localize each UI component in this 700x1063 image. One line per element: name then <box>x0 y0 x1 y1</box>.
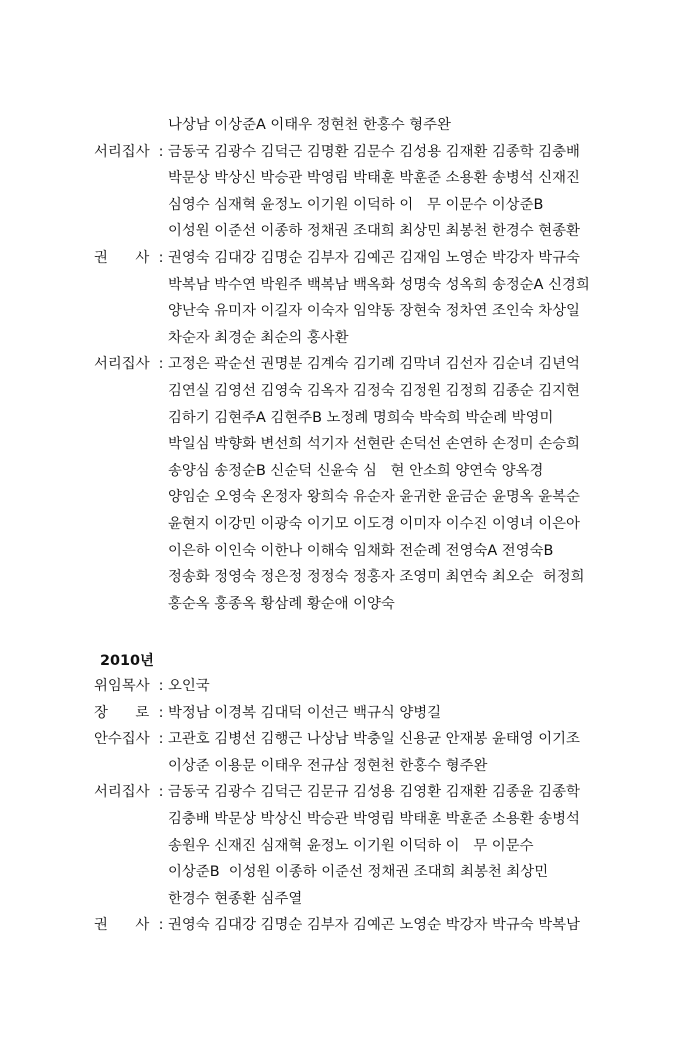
role-colon: : <box>158 356 164 373</box>
member-names: 송원우 신재진 심재혁 윤정노 이기원 이덕하 이 무 이문수 <box>168 837 534 854</box>
member-names: 이상준B 이성원 이종하 이준선 정채권 조대희 최봉천 최상민 <box>168 864 549 881</box>
member-names: 송양심 송정순B 신순덕 신윤숙 심 현 안소희 양연숙 양옥경 <box>168 462 544 479</box>
member-names: 이은하 이인숙 이한나 이해숙 임채화 전순례 전영숙A 전영숙B <box>168 542 554 559</box>
member-names: 김충배 박문상 박상신 박승관 박영림 박태훈 박훈준 소용환 송병석 <box>168 811 580 827</box>
member-names: 차순자 최경순 최순의 홍사환 <box>168 329 349 346</box>
role-label: 서리집사 <box>94 356 150 373</box>
roster-line <box>0 218 700 244</box>
roster-line <box>0 298 700 324</box>
member-names: 홍순옥 홍종옥 황삼례 황순애 이양숙 <box>168 595 395 612</box>
roster-line <box>0 833 700 859</box>
role-label: 서리집사 <box>94 784 150 801</box>
member-names: 양임순 오영숙 온정자 왕희숙 유순자 윤귀한 윤금순 윤명옥 윤복순 <box>168 489 580 506</box>
roster-line <box>0 165 700 191</box>
roster-line <box>0 511 700 537</box>
role-colon: : <box>158 784 164 801</box>
role-colon: : <box>158 917 164 934</box>
member-names: 금동국 김광수 김덕근 김명환 김문수 김성용 김재환 김종학 김충배 <box>168 143 580 160</box>
roster-line <box>0 700 700 726</box>
roster-line <box>0 591 700 617</box>
member-names: 고정은 곽순선 권명분 김계숙 김기례 김막녀 김선자 김순녀 김년억 <box>168 356 580 373</box>
member-names: 이성원 이준선 이종하 정채권 조대희 최상민 최봉천 한경수 현종환 <box>168 223 580 240</box>
role-colon: : <box>158 250 164 266</box>
role-label: 서리집사 <box>94 143 150 160</box>
roster-line <box>0 538 700 564</box>
roster-line <box>0 458 700 484</box>
roster-line <box>0 325 700 351</box>
role-label: 장 로 <box>94 704 150 721</box>
member-names: 권영숙 김대강 김명순 김부자 김예곤 김재임 노영순 박강자 박규숙 <box>168 250 580 266</box>
member-names: 금동국 김광수 김덕근 김문규 김성용 김영환 김재환 김종윤 김종학 <box>168 784 580 801</box>
roster-line <box>0 806 700 832</box>
roster-line <box>0 192 700 218</box>
role-colon: : <box>158 704 164 721</box>
member-names: 박문상 박상신 박승관 박영림 박태훈 박훈준 소용환 송병석 신재진 <box>168 170 580 187</box>
roster-line <box>0 912 700 938</box>
member-names: 박일심 박향화 변선희 석기자 선현란 손덕선 손연하 손정미 손승희 <box>168 436 580 453</box>
roster-line <box>0 139 700 165</box>
member-names: 김연실 김영선 김영숙 김옥자 김정숙 김정원 김정희 김종순 김지현 <box>168 383 580 399</box>
role-label: 권 사 <box>94 250 150 266</box>
roster-line <box>0 245 700 271</box>
member-names: 김하기 김현주A 김현주B 노정례 명희숙 박숙희 박순례 박영미 <box>168 409 554 426</box>
roster-line <box>0 779 700 805</box>
roster-line <box>0 564 700 590</box>
member-names: 양난숙 유미자 이길자 이숙자 임약동 장현숙 정차연 조인숙 차상일 <box>168 303 580 320</box>
roster-line <box>0 753 700 779</box>
member-names: 한경수 현종환 심주열 <box>168 890 303 907</box>
role-colon: : <box>158 731 164 748</box>
role-label: 안수집사 <box>94 731 150 748</box>
member-names: 오인국 <box>168 678 210 694</box>
role-label: 위임목사 <box>94 678 150 694</box>
roster-line <box>0 272 700 298</box>
roster-line <box>0 405 700 431</box>
member-names: 윤현지 이강민 이광숙 이기모 이도경 이미자 이수진 이영녀 이은아 <box>168 516 580 532</box>
member-names: 박정남 이경복 김대덕 이선근 백규식 양병길 <box>168 704 442 721</box>
year-heading-2010: 2010년 <box>100 653 154 669</box>
role-colon: : <box>158 678 164 694</box>
roster-line <box>0 886 700 912</box>
member-names: 권영숙 김대강 김명순 김부자 김예곤 노영순 박강자 박규숙 박복남 <box>168 917 580 934</box>
role-label: 권 사 <box>94 917 150 934</box>
member-names: 박복남 박수연 박원주 백복남 백옥화 성명숙 성옥희 송정순A 신경희 <box>168 276 590 293</box>
roster-line <box>0 859 700 885</box>
roster-line <box>0 351 700 377</box>
member-names: 심영수 심재혁 윤정노 이기원 이덕하 이 무 이문수 이상준B <box>168 196 544 213</box>
member-names: 정송화 정영숙 정은정 정정숙 정홍자 조영미 최연숙 최오순 허정희 <box>168 569 585 586</box>
role-colon: : <box>158 143 164 160</box>
member-names: 고관호 김병선 김행근 나상남 박충일 신용균 안재봉 윤태영 이기조 <box>168 731 580 748</box>
roster-line <box>0 112 700 138</box>
roster-line <box>0 431 700 457</box>
roster-line <box>0 378 700 404</box>
roster-line <box>0 673 700 699</box>
roster-line <box>0 484 700 510</box>
member-names: 이상준 이용문 이태우 전규삼 정현천 한홍수 형주완 <box>168 757 488 774</box>
roster-line <box>0 726 700 752</box>
member-names: 나상남 이상준A 이태우 정현천 한홍수 형주완 <box>168 117 451 133</box>
